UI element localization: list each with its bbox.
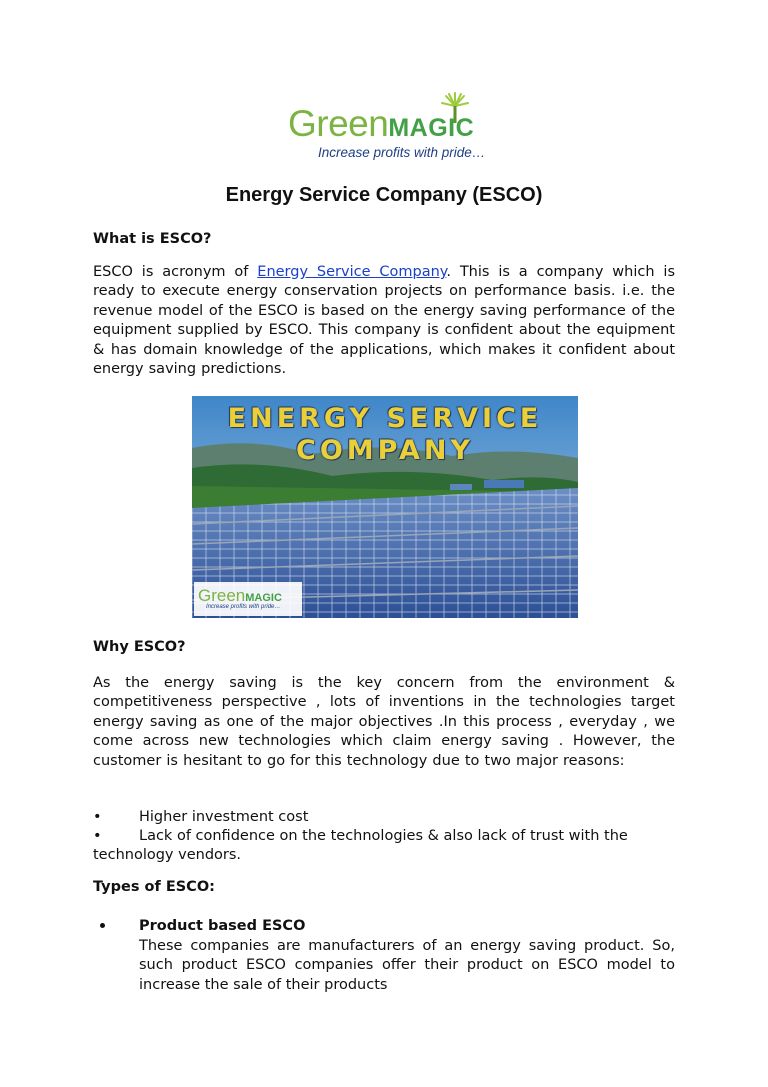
- greenmagic-logo: [288, 92, 488, 167]
- reason-item-1: • Higher investment cost: [93, 809, 309, 825]
- banner-logo-tagline: Increase profits with pride…: [206, 604, 281, 610]
- logo-wordmark: GreenMAGIC: [288, 103, 475, 144]
- list-item-body: These companies are manufacturers of an energy saving product. So, such product ESCO companies offer their product on ESCO model to increase the sale of their products: [139, 938, 675, 993]
- document-title: Energy Service Company (ESCO): [225, 184, 543, 206]
- logo-tagline: Increase profits with pride…: [318, 145, 486, 160]
- bullet-icon: [100, 923, 105, 928]
- banner-heading-line1: ENERGY SERVICE: [227, 403, 543, 434]
- why-esco-heading: Why ESCO?: [93, 639, 186, 655]
- reason-item-2-continued: technology vendors.: [93, 847, 242, 863]
- list-item-title: Product based ESCO: [139, 918, 306, 934]
- what-is-esco-paragraph: ESCO is acronym of Energy Service Company. This is a company which is ready to execute energy conservation projects on performance basis. i.e. the revenue model of the ESCO is based on the energy saving performance of the equipment supplied by ESCO. This company is confident about the equipment & has domain knowledge of the applications, which makes it confident about energy saving predictions.: [93, 264, 675, 378]
- banner-logo: GreenMAGIC Increase profits with pride…: [194, 582, 302, 616]
- types-of-esco-heading: Types of ESCO:: [93, 879, 215, 895]
- reason-item-2: • Lack of confidence on the technologies & also lack of trust with the: [93, 828, 628, 844]
- energy-service-company-banner: [192, 396, 578, 618]
- banner-heading-line2: COMPANY: [296, 435, 474, 466]
- what-is-esco-heading: What is ESCO?: [93, 231, 212, 247]
- why-esco-paragraph: As the energy saving is the key concern from the environment & competitiveness perspective , lots of inventions in the technologies target energy saving as one of the major objectives .In this process , everyday , we come across new technologies which claim energy saving . However, the customer is hesitant to go for this technology due to two major reasons:: [93, 675, 675, 769]
- energy-service-company-link[interactable]: Energy Service Company: [257, 264, 447, 280]
